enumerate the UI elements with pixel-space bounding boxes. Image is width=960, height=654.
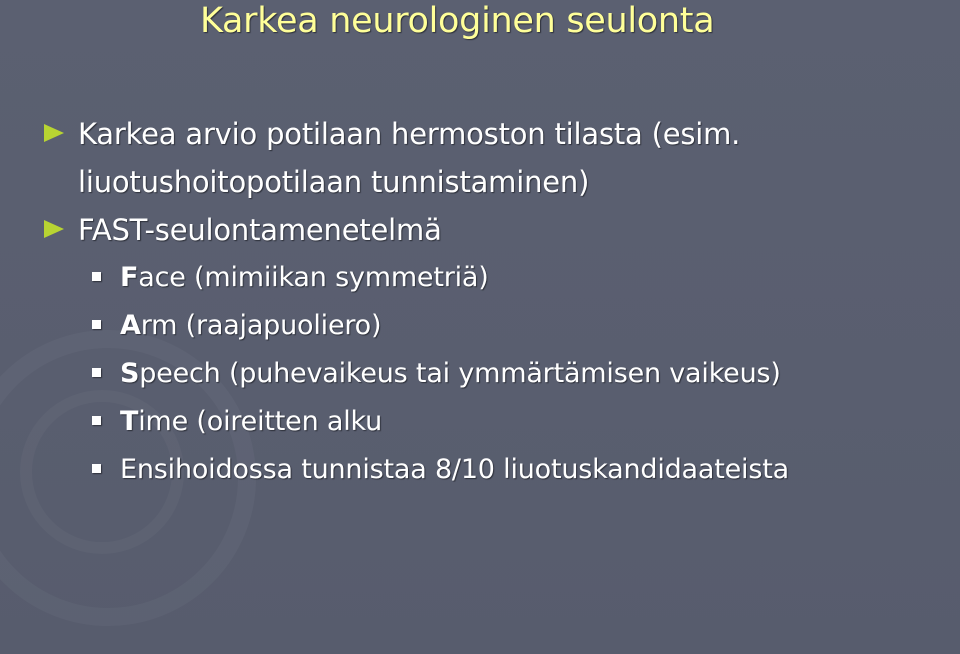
subbullet-item <box>44 254 934 302</box>
bullet-text: Karkea arvio potilaan hermoston tilasta (esim. liuotushoitopotilaan tunnistaminen) <box>78 117 741 199</box>
subbullet-item <box>44 398 934 446</box>
bullet-item <box>44 206 934 254</box>
square-bullet-icon <box>92 272 101 281</box>
subbullet-text: ace (mimiikan symmetriä) <box>138 262 489 293</box>
slide-title: Karkea neurologinen seulonta <box>200 1 715 41</box>
subbullet-item <box>44 302 934 350</box>
square-bullet-icon <box>92 464 101 473</box>
triangle-arrow-icon <box>44 124 64 142</box>
subbullet-text: peech (puhevaikeus tai ymmärtämisen vaikeus) <box>139 358 781 389</box>
subbullet-item <box>44 350 934 398</box>
square-bullet-icon <box>92 320 101 329</box>
subbullet-text: ime (oireitten alku <box>138 406 383 437</box>
subbullet-initial: A <box>120 310 141 341</box>
subbullet-text: Ensihoidossa tunnistaa 8/10 liuotuskandidaateista <box>120 454 789 485</box>
triangle-arrow-icon <box>44 220 64 238</box>
subbullet-initial: S <box>120 358 140 389</box>
subbullet-initial: F <box>120 262 139 293</box>
bullet-item <box>44 110 934 206</box>
square-bullet-icon <box>92 368 101 377</box>
subbullet-item <box>44 446 934 494</box>
subbullet-text: rm (raajapuoliero) <box>140 310 382 341</box>
bullet-text: FAST-seulontamenetelmä <box>78 213 442 247</box>
square-bullet-icon <box>92 416 101 425</box>
bullet-list <box>44 110 934 494</box>
subbullet-initial: T <box>120 406 139 437</box>
